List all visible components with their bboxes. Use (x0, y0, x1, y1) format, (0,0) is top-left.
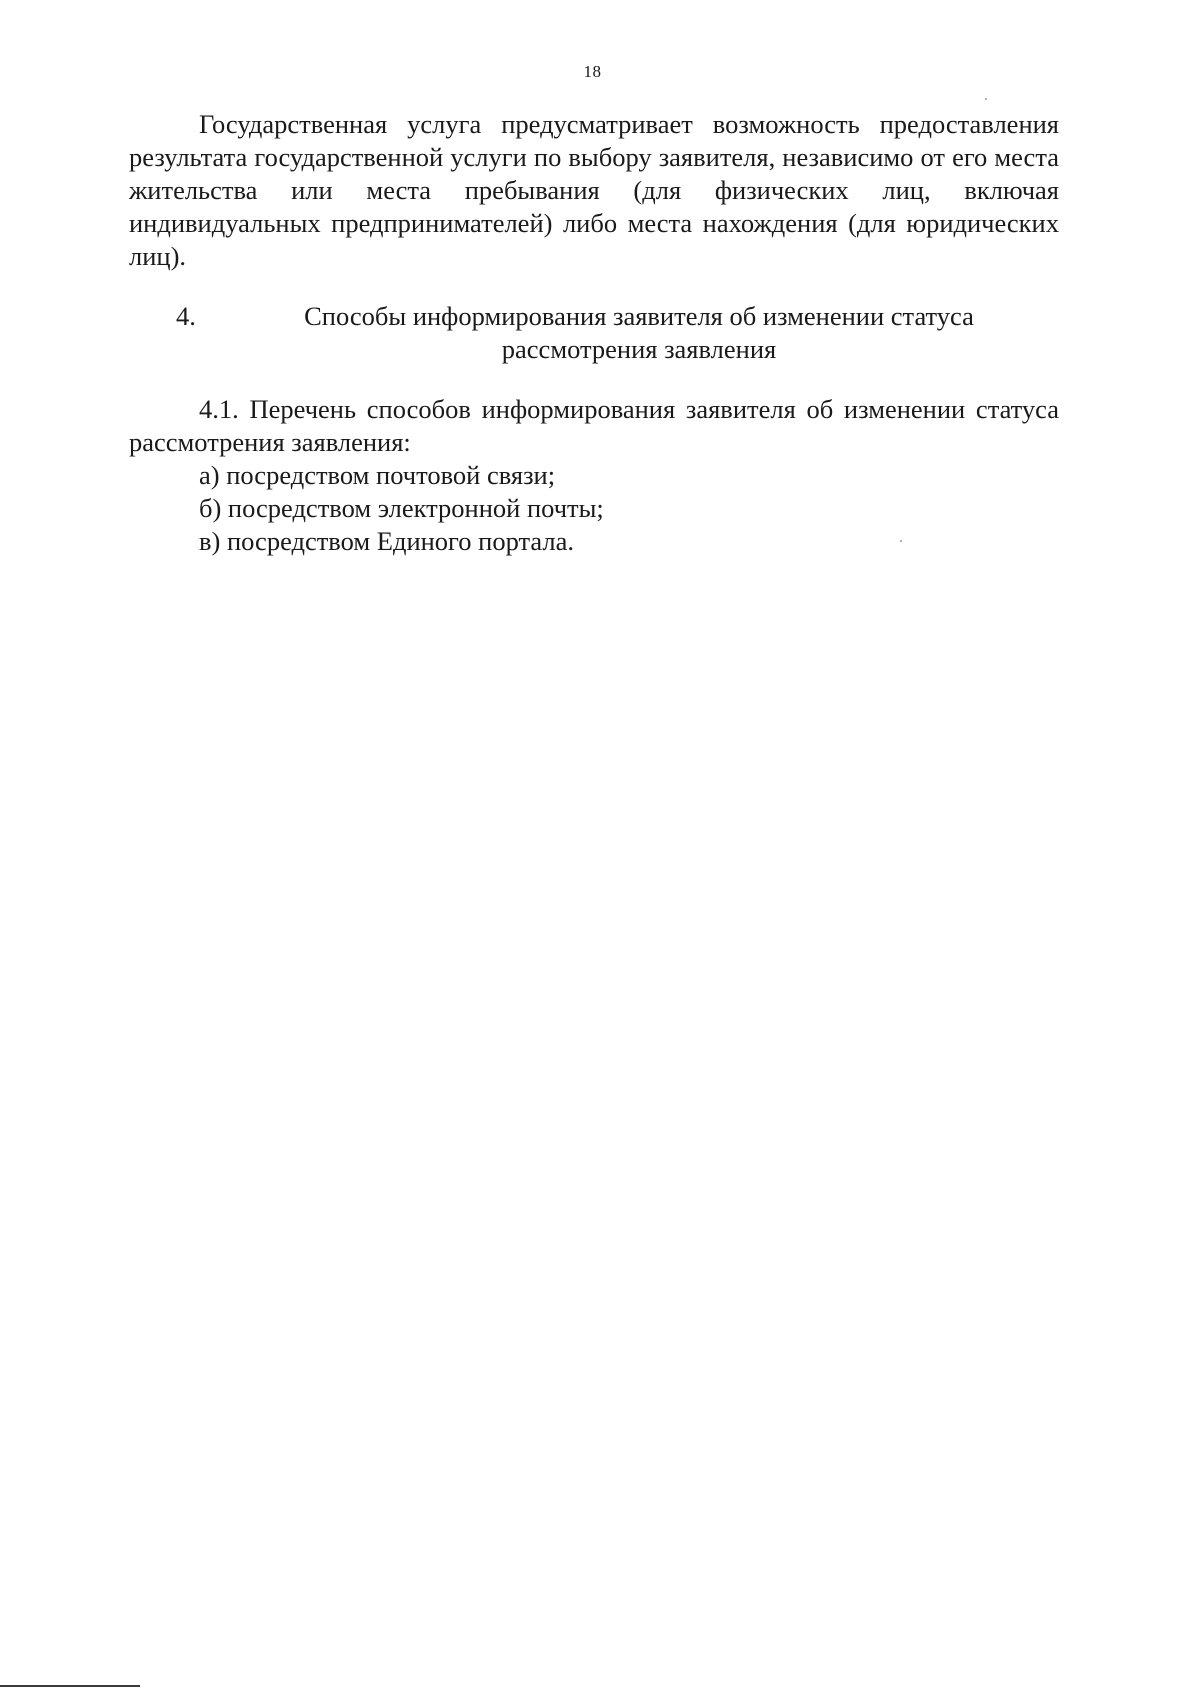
page-number: 18 (583, 62, 602, 81)
list-item: в) посредством Единого портала. (199, 526, 574, 556)
paragraph-service-result: Государственная услуга предусматривает возможность предоставления результата государственной услуги по выбору заявителя, независимо от его места жительства или места пребывания (для физических лиц, включая индивидуальных предпринимателей) либо места нахождения (для юридических лиц). (129, 109, 1059, 271)
list-item: б) посредством электронной почты; (199, 493, 604, 523)
scan-speck (900, 540, 902, 542)
scan-edge-line (0, 1685, 140, 1687)
list-item: а) посредством почтовой связи; (199, 460, 556, 490)
section-title: Способы информирования заявителя об изменении статуса рассмотрения заявления (304, 301, 974, 364)
scan-speck (985, 98, 987, 100)
paragraph-informing-methods: 4.1. Перечень способов информирования заявителя об изменении статуса рассмотрения заявления: (129, 394, 1059, 457)
section-number: 4. (176, 301, 196, 331)
section-heading (129, 300, 1059, 366)
informing-methods-list (199, 459, 604, 558)
